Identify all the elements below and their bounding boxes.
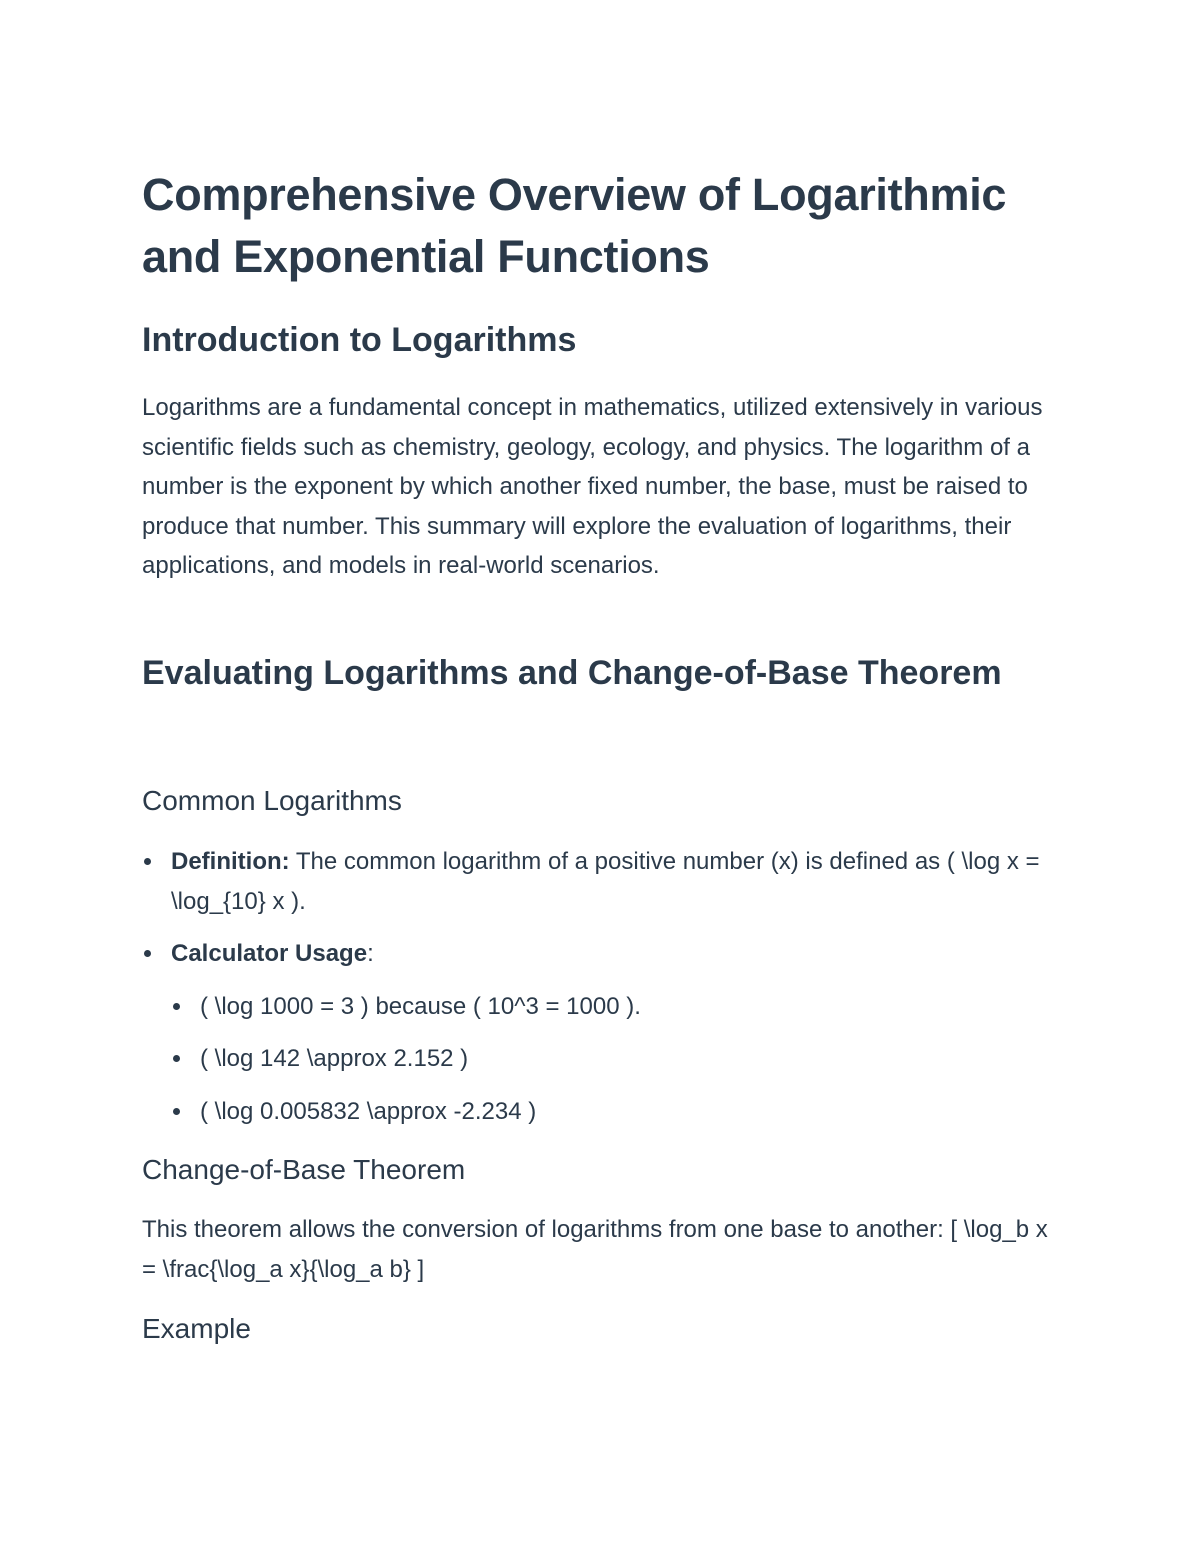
change-of-base-paragraph: This theorem allows the conversion of logarithms from one base to another: [ \log_b x = \frac{\log_a x}{\log_a b} ] bbox=[142, 1216, 1048, 1283]
calculator-examples-list bbox=[142, 987, 1062, 1132]
example-text: ( \log 142 \approx 2.152 ) bbox=[200, 1045, 469, 1072]
list-item-example bbox=[142, 987, 1062, 1027]
list-item-example bbox=[142, 1039, 1062, 1079]
sublist-container bbox=[142, 987, 1062, 1132]
calculator-usage-label: Calculator Usage bbox=[171, 940, 368, 967]
subheading-change-of-base: Change-of-Base Theorem bbox=[142, 1154, 466, 1185]
bullet-icon bbox=[173, 1108, 180, 1115]
section-heading-introduction: Introduction to Logarithms bbox=[142, 321, 577, 359]
list-item-calculator-usage bbox=[142, 934, 1062, 974]
subheading-example: Example bbox=[142, 1313, 251, 1344]
common-logarithms-list bbox=[142, 842, 1062, 1144]
list-item-definition bbox=[142, 842, 1062, 921]
definition-label: Definition: bbox=[171, 848, 290, 875]
bullet-icon bbox=[173, 1055, 180, 1062]
list-item-example bbox=[142, 1092, 1062, 1132]
definition-text: The common logarithm of a positive number (x) is defined as ( \log x = \log_{10} x ). bbox=[171, 848, 1040, 915]
example-text: ( \log 1000 = 3 ) because ( 10^3 = 1000 ). bbox=[200, 992, 641, 1020]
document-title: Comprehensive Overview of Logarithmic and Exponential Functions bbox=[142, 169, 1007, 282]
section-heading-evaluating-logarithms: Evaluating Logarithms and Change-of-Base Theorem bbox=[142, 654, 1002, 692]
example-text: ( \log 0.005832 \approx -2.234 ) bbox=[200, 1097, 537, 1125]
bullet-icon bbox=[144, 950, 151, 957]
bullet-icon bbox=[173, 1003, 180, 1010]
calculator-usage-colon: : bbox=[367, 940, 374, 967]
subheading-common-logarithms: Common Logarithms bbox=[142, 785, 402, 816]
bullet-icon bbox=[144, 858, 151, 865]
introduction-paragraph: Logarithms are a fundamental concept in mathematics, utilized extensively in various scientific fields such as chemistry, geology, ecology, and physics. The logarithm of a number is the exponent by which another fixed number, the base, must be raised to produce that number. This summary will explore the evaluation of logarithms, their applications, and models in real-world scenarios. bbox=[142, 394, 1043, 579]
